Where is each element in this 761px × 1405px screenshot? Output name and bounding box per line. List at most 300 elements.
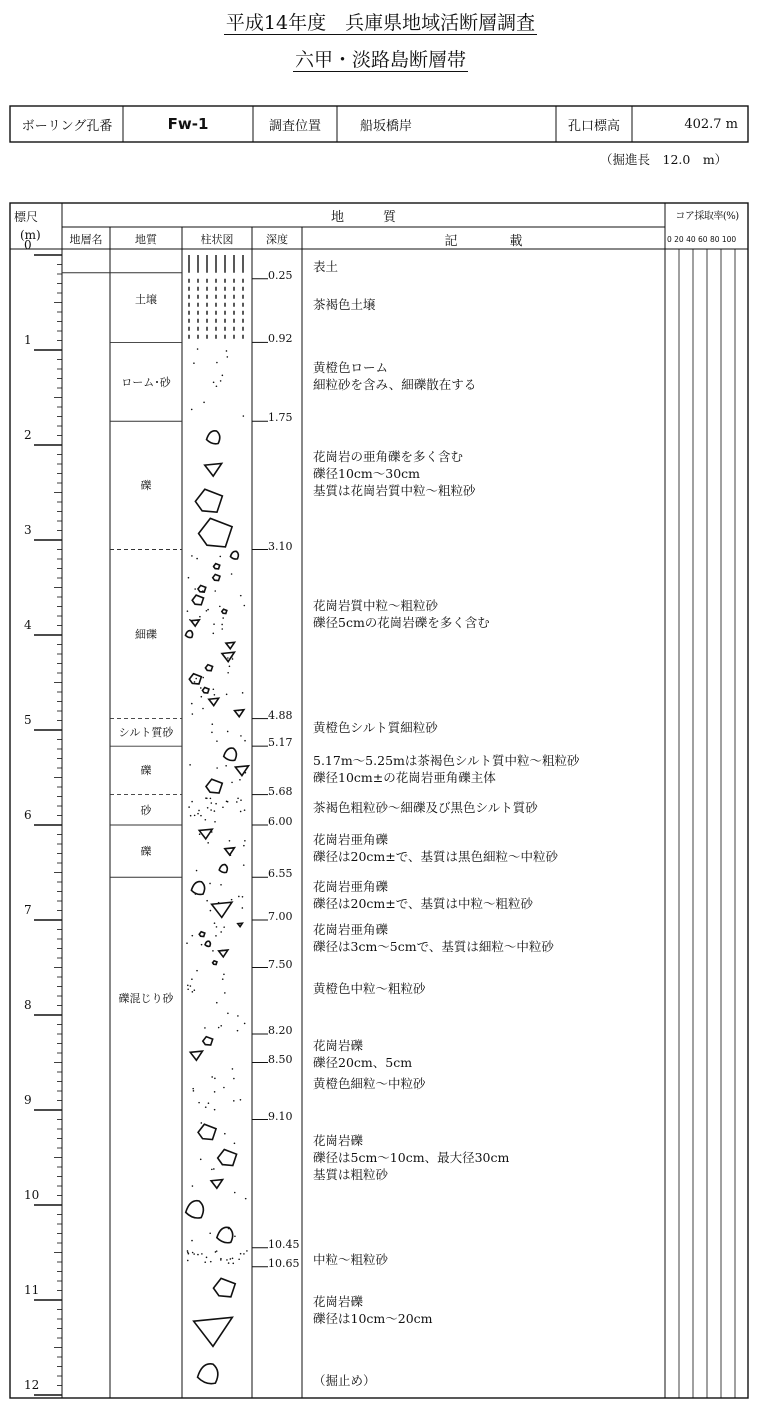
sand-dot bbox=[207, 807, 209, 809]
sand-dot bbox=[188, 806, 190, 808]
gravel-clast bbox=[235, 710, 244, 717]
depth-value: 8.20 bbox=[268, 1024, 293, 1037]
sand-dot bbox=[214, 694, 216, 696]
gravel-clast bbox=[186, 1201, 204, 1218]
sand-dot bbox=[230, 854, 232, 856]
sand-dot bbox=[191, 978, 193, 980]
sand-dot bbox=[232, 658, 234, 660]
description-entry bbox=[313, 258, 338, 275]
sand-dot bbox=[228, 1262, 230, 1264]
sand-dot bbox=[193, 1090, 195, 1092]
sand-dot bbox=[243, 845, 245, 847]
sand-dot bbox=[203, 402, 205, 404]
gravel-clast bbox=[212, 902, 232, 917]
gravel-clast bbox=[198, 1364, 218, 1384]
sand-dot bbox=[190, 985, 192, 987]
depth-value: 5.68 bbox=[268, 784, 293, 798]
sand-dot bbox=[206, 1257, 208, 1259]
gravel-clast bbox=[230, 551, 238, 559]
description-line: 礫径5cmの花崗岩礫を多く含む bbox=[313, 614, 490, 630]
sand-dot bbox=[194, 815, 196, 817]
gravel-clast bbox=[206, 779, 222, 793]
sand-dot bbox=[206, 797, 208, 799]
sand-dot bbox=[224, 992, 226, 994]
sand-dot bbox=[222, 978, 224, 980]
sand-dot bbox=[188, 577, 190, 579]
sand-dot bbox=[244, 809, 246, 811]
gravel-clast bbox=[222, 609, 227, 613]
description-entry bbox=[313, 1132, 509, 1183]
sand-dot bbox=[240, 735, 242, 737]
sand-dot bbox=[214, 810, 216, 812]
gravel-clast bbox=[191, 882, 204, 895]
elevation-value: 402.7 m bbox=[684, 116, 738, 132]
sand-dot bbox=[223, 926, 225, 928]
sand-dot bbox=[205, 819, 207, 821]
lithology-label: 礫 bbox=[140, 479, 152, 493]
core-recovery-header: コア採取率(%) bbox=[675, 211, 739, 222]
description-line: 礫径は3cm～5cmで、基質は細粒～中粒砂 bbox=[313, 938, 554, 954]
depth-value: 6.55 bbox=[268, 867, 293, 881]
sand-dot bbox=[215, 803, 217, 805]
sand-dot bbox=[187, 1252, 189, 1254]
sand-dot bbox=[238, 1258, 240, 1260]
depth-value: 5.17 bbox=[268, 736, 293, 750]
gravel-clast bbox=[219, 950, 228, 957]
lithology-label: 砂 bbox=[140, 803, 152, 817]
gravel-clast bbox=[213, 1278, 235, 1297]
column-header: 柱状図 bbox=[200, 233, 234, 246]
depth-value: 0.25 bbox=[268, 268, 293, 282]
sand-dot bbox=[219, 556, 221, 558]
depth-value: 3.10 bbox=[268, 539, 293, 553]
sand-dot bbox=[240, 1099, 242, 1101]
sand-dot bbox=[193, 362, 195, 364]
description-entry bbox=[313, 921, 554, 955]
sand-dot bbox=[216, 1002, 218, 1004]
lithology-label: シルト質砂 bbox=[118, 726, 174, 740]
sand-dot bbox=[243, 1253, 245, 1255]
sand-dot bbox=[245, 772, 247, 774]
depth-value: 7.50 bbox=[268, 957, 293, 971]
sand-dot bbox=[191, 555, 193, 557]
sand-dot bbox=[206, 900, 208, 902]
gravel-clast bbox=[185, 631, 192, 638]
sand-dot bbox=[245, 1198, 247, 1200]
sand-dot bbox=[221, 950, 223, 952]
description-header: 記 載 bbox=[444, 234, 523, 249]
description-entry bbox=[313, 1075, 426, 1092]
sand-dot bbox=[190, 815, 192, 817]
sand-dot bbox=[201, 696, 203, 698]
gravel-clast bbox=[238, 923, 243, 926]
sand-dot bbox=[192, 1088, 194, 1090]
gravel-clast bbox=[211, 1180, 223, 1189]
sand-dot bbox=[240, 799, 242, 801]
sand-dot bbox=[215, 935, 217, 937]
sand-dot bbox=[209, 1232, 211, 1234]
sand-dot bbox=[192, 991, 194, 993]
sand-dot bbox=[210, 809, 212, 811]
scale-label: 8 bbox=[24, 998, 32, 1012]
sand-dot bbox=[213, 381, 215, 383]
location-label: 調査位置 bbox=[268, 118, 321, 134]
lithology-label: 礫 bbox=[140, 845, 152, 859]
sand-dot bbox=[227, 657, 229, 659]
sand-dot bbox=[218, 1027, 220, 1029]
lithology-label: ローム･砂 bbox=[121, 375, 171, 389]
description-entry bbox=[313, 980, 426, 997]
gravel-clast bbox=[189, 674, 201, 684]
sand-dot bbox=[246, 1250, 248, 1252]
description-line: 茶褐色土壌 bbox=[313, 296, 376, 312]
sand-dot bbox=[210, 910, 212, 912]
description-line: （掘止め） bbox=[313, 1373, 376, 1389]
boring-label: ボーリング孔番 bbox=[21, 118, 113, 134]
description-line: 花崗岩亜角礫 bbox=[313, 921, 389, 937]
sand-dot bbox=[201, 1253, 203, 1255]
sand-dot bbox=[214, 1109, 216, 1111]
sand-dot bbox=[226, 350, 228, 352]
drilling-length: （掘進長 12.0 m） bbox=[600, 152, 728, 167]
sand-dot bbox=[230, 1258, 232, 1260]
description-entry bbox=[313, 878, 533, 912]
gravel-clast bbox=[213, 961, 217, 965]
sand-dot bbox=[220, 931, 222, 933]
sand-dot bbox=[232, 1068, 234, 1070]
sand-dot bbox=[231, 573, 233, 575]
scale-label: 10 bbox=[24, 1188, 40, 1202]
sand-dot bbox=[220, 1025, 222, 1027]
gravel-clast bbox=[225, 848, 235, 855]
description-line: 礫径は20cm±で、基質は中粒～粗粒砂 bbox=[313, 896, 533, 912]
sand-dot bbox=[191, 1240, 193, 1242]
sand-dot bbox=[211, 1169, 213, 1171]
scale-label: 4 bbox=[24, 618, 32, 632]
description-entry bbox=[313, 1372, 376, 1389]
sand-dot bbox=[219, 606, 221, 608]
gravel-clast bbox=[235, 766, 248, 776]
sand-dot bbox=[212, 633, 214, 635]
sand-dot bbox=[222, 375, 224, 377]
sand-dot bbox=[209, 883, 211, 885]
gravel-clast bbox=[199, 518, 233, 546]
sand-dot bbox=[213, 688, 215, 690]
lithology-label: 礫 bbox=[140, 764, 152, 778]
sand-dot bbox=[211, 1076, 213, 1078]
gravel-clast bbox=[207, 431, 220, 444]
sand-dot bbox=[242, 896, 244, 898]
gravel-clast bbox=[226, 642, 235, 648]
sand-dot bbox=[223, 864, 225, 866]
sand-dot bbox=[214, 590, 216, 592]
sand-dot bbox=[200, 815, 202, 817]
sand-dot bbox=[214, 1091, 216, 1093]
sand-dot bbox=[232, 1263, 234, 1265]
sand-dot bbox=[202, 708, 204, 710]
sand-dot bbox=[211, 831, 213, 833]
description-line: 細粒砂を含み、細礫散在する bbox=[313, 377, 477, 393]
lithology-header: 地質 bbox=[135, 233, 157, 246]
gravel-clast bbox=[205, 941, 210, 946]
gravel-clast bbox=[195, 489, 222, 512]
depth-header: 深度 bbox=[266, 233, 288, 246]
sand-dot bbox=[244, 740, 246, 742]
description-entry bbox=[313, 597, 490, 631]
sand-dot bbox=[221, 624, 223, 626]
sand-dot bbox=[198, 1102, 200, 1104]
description-line: 礫径は20cm±で、基質は黒色細粒～中粒砂 bbox=[313, 848, 558, 864]
gravel-clast bbox=[191, 620, 199, 626]
description-line: 礫径10cm～30cm bbox=[313, 465, 421, 481]
sand-dot bbox=[212, 950, 214, 952]
sand-dot bbox=[196, 870, 198, 872]
sand-dot bbox=[192, 1185, 194, 1187]
sand-dot bbox=[197, 348, 199, 350]
sand-dot bbox=[242, 907, 244, 909]
sand-dot bbox=[231, 782, 233, 784]
sand-dot bbox=[194, 681, 196, 683]
description-entry bbox=[313, 752, 580, 786]
description-line: 花崗岩礫 bbox=[313, 1132, 364, 1148]
sand-dot bbox=[208, 1102, 210, 1104]
description-line: 黄橙色ローム bbox=[313, 360, 389, 376]
sand-dot bbox=[200, 687, 202, 689]
location-value: 船坂橋岸 bbox=[360, 118, 413, 134]
description-line: 花崗岩亜角礫 bbox=[313, 879, 389, 895]
gravel-clast bbox=[198, 585, 206, 592]
sand-dot bbox=[195, 893, 197, 895]
sand-dot bbox=[236, 801, 238, 803]
sand-dot bbox=[227, 801, 229, 803]
sand-dot bbox=[189, 764, 191, 766]
sand-dot bbox=[211, 723, 213, 725]
sand-dot bbox=[218, 902, 220, 904]
sand-dot bbox=[194, 588, 196, 590]
description-entry bbox=[313, 1251, 388, 1268]
gravel-clast bbox=[199, 829, 212, 839]
gravel-clast bbox=[209, 698, 219, 705]
sand-dot bbox=[186, 942, 188, 944]
gravel-clast bbox=[192, 595, 203, 605]
sand-dot bbox=[234, 1235, 236, 1237]
sand-dot bbox=[223, 1087, 225, 1089]
sand-dot bbox=[201, 944, 203, 946]
sand-dot bbox=[197, 1254, 199, 1256]
gravel-clast bbox=[214, 564, 220, 569]
depth-value: 4.88 bbox=[268, 708, 293, 722]
sand-dot bbox=[207, 609, 209, 611]
core-ticks: 0 20 40 60 80 100 bbox=[667, 235, 737, 244]
description-line: 花崗岩質中粒～粗粒砂 bbox=[313, 597, 439, 613]
sand-dot bbox=[187, 610, 189, 612]
sand-dot bbox=[240, 811, 242, 813]
sand-dot bbox=[216, 767, 218, 769]
description-line: 黄橙色中粒～粗粒砂 bbox=[313, 980, 426, 996]
sand-dot bbox=[191, 935, 193, 937]
sand-dot bbox=[195, 678, 197, 680]
sand-dot bbox=[194, 989, 196, 991]
sand-dot bbox=[191, 801, 193, 803]
sand-dot bbox=[226, 1259, 228, 1261]
sand-dot bbox=[187, 1250, 189, 1252]
scale-unit: (m) bbox=[20, 228, 41, 242]
sand-dot bbox=[240, 1253, 242, 1255]
sand-dot bbox=[231, 899, 233, 901]
scale-label: 12 bbox=[24, 1378, 40, 1392]
description-line: 表土 bbox=[313, 258, 339, 274]
sand-dot bbox=[187, 988, 189, 990]
sand-dot bbox=[222, 617, 224, 619]
formation-header: 地層名 bbox=[69, 233, 103, 246]
description-line: 礫径10cm±の花崗岩亜角礫主体 bbox=[313, 769, 496, 785]
sand-dot bbox=[216, 740, 218, 742]
sand-dot bbox=[192, 1252, 194, 1254]
sand-dot bbox=[192, 713, 194, 715]
sand-dot bbox=[204, 1261, 206, 1263]
sand-dot bbox=[224, 1133, 226, 1135]
sand-dot bbox=[200, 1159, 202, 1161]
scale-label: 7 bbox=[24, 903, 32, 917]
sand-dot bbox=[244, 605, 246, 607]
sand-dot bbox=[237, 798, 239, 800]
sand-dot bbox=[199, 833, 201, 835]
sand-dot bbox=[243, 415, 245, 417]
sand-dot bbox=[198, 810, 200, 812]
sand-dot bbox=[244, 1023, 246, 1025]
sand-dot bbox=[234, 1142, 236, 1144]
depth-value: 9.10 bbox=[268, 1109, 293, 1123]
sand-dot bbox=[227, 672, 229, 674]
description-entry bbox=[313, 799, 538, 816]
gravel-clast bbox=[205, 463, 222, 476]
gravel-clast bbox=[218, 1149, 237, 1165]
sand-dot bbox=[227, 356, 229, 358]
gravel-clast bbox=[224, 748, 237, 760]
depth-value: 8.50 bbox=[268, 1052, 293, 1066]
report-title: 平成14年度 兵庫県地域活断層調査 bbox=[225, 12, 536, 34]
elevation-label: 孔口標高 bbox=[567, 118, 620, 134]
sand-dot bbox=[213, 623, 215, 625]
sand-dot bbox=[222, 1164, 224, 1166]
sand-dot bbox=[204, 1027, 206, 1029]
description-line: 礫径は5cm～10cm、最大径30cm bbox=[313, 1149, 510, 1165]
sand-dot bbox=[226, 694, 228, 696]
lithology-label: 礫混じり砂 bbox=[118, 992, 174, 1006]
sand-dot bbox=[196, 970, 198, 972]
sand-dot bbox=[223, 974, 225, 976]
sand-dot bbox=[242, 692, 244, 694]
description-entry bbox=[313, 831, 558, 865]
sand-dot bbox=[207, 842, 209, 844]
description-line: 黄橙色細粒～中粒砂 bbox=[313, 1075, 426, 1091]
sand-dot bbox=[214, 1078, 216, 1080]
sand-dot bbox=[244, 840, 246, 842]
sand-dot bbox=[214, 922, 216, 924]
sand-dot bbox=[210, 798, 212, 800]
depth-value: 7.00 bbox=[268, 910, 293, 923]
gravel-clast bbox=[194, 1317, 233, 1346]
sand-dot bbox=[196, 558, 198, 560]
sand-dot bbox=[237, 1030, 239, 1032]
sand-dot bbox=[228, 1228, 230, 1230]
gravel-clast bbox=[213, 574, 220, 580]
description-entry bbox=[313, 1293, 433, 1327]
depth-value: 0.92 bbox=[268, 332, 293, 346]
description-entry bbox=[313, 719, 438, 736]
sand-dot bbox=[197, 813, 199, 815]
depth-value: 1.75 bbox=[268, 411, 293, 425]
sand-dot bbox=[239, 779, 241, 781]
sand-dot bbox=[214, 821, 216, 823]
description-line: 5.17m～5.25mは茶褐色シルト質中粒～粗粒砂 bbox=[313, 752, 580, 768]
sand-dot bbox=[191, 703, 193, 705]
geology-header: 地 質 bbox=[330, 210, 396, 225]
gravel-clast bbox=[219, 865, 227, 873]
sand-dot bbox=[210, 802, 212, 804]
sand-dot bbox=[238, 896, 240, 898]
sand-dot bbox=[227, 731, 229, 733]
sand-dot bbox=[210, 1261, 212, 1263]
sand-dot bbox=[225, 765, 227, 767]
sand-dot bbox=[211, 732, 213, 734]
description-line: 礫径は10cm～20cm bbox=[313, 1311, 433, 1327]
depth-value: 10.45 bbox=[268, 1237, 300, 1251]
description-line: 基質は花崗岩質中粒～粗粒砂 bbox=[313, 482, 476, 498]
sand-dot bbox=[233, 1078, 235, 1080]
sand-dot bbox=[222, 806, 224, 808]
description-line: 礫径20cm、5cm bbox=[313, 1054, 413, 1070]
sand-dot bbox=[221, 628, 223, 630]
description-line: 黄橙色シルト質細粒砂 bbox=[313, 719, 438, 735]
description-line: 花崗岩礫 bbox=[313, 1037, 364, 1053]
sand-dot bbox=[187, 985, 189, 987]
scale-label: 2 bbox=[24, 428, 32, 442]
sand-dot bbox=[229, 840, 231, 842]
description-line: 茶褐色粗粒砂～細礫及び黒色シルト質砂 bbox=[313, 800, 538, 816]
scale-label: 9 bbox=[24, 1093, 32, 1107]
sand-dot bbox=[220, 380, 222, 382]
scale-label: 3 bbox=[24, 523, 32, 537]
sand-dot bbox=[216, 385, 218, 387]
sand-dot bbox=[191, 409, 193, 411]
sand-dot bbox=[201, 1122, 203, 1124]
gravel-clast bbox=[198, 1124, 216, 1139]
gravel-clast bbox=[190, 1051, 202, 1060]
sand-dot bbox=[216, 362, 218, 364]
description-line: 花崗岩礫 bbox=[313, 1294, 364, 1310]
lithology-label: 土壌 bbox=[135, 292, 157, 306]
description-entry bbox=[313, 1037, 412, 1071]
sand-dot bbox=[202, 677, 204, 679]
description-entry bbox=[313, 296, 376, 313]
sand-dot bbox=[233, 1100, 235, 1102]
scale-label: 1 bbox=[24, 333, 32, 347]
sand-dot bbox=[232, 1258, 234, 1260]
scale-header: 標尺 bbox=[14, 210, 39, 224]
sand-dot bbox=[205, 1106, 207, 1108]
boring-number: Fw-1 bbox=[167, 115, 209, 133]
sand-dot bbox=[220, 1259, 222, 1261]
sand-dot bbox=[229, 665, 231, 667]
report-subtitle: 六甲・淡路島断層帯 bbox=[294, 49, 466, 71]
description-line: 花崗岩亜角礫 bbox=[313, 831, 389, 847]
scale-label: 11 bbox=[24, 1283, 40, 1297]
scale-label: 5 bbox=[24, 713, 32, 727]
sand-dot bbox=[227, 1012, 229, 1014]
sand-dot bbox=[243, 864, 245, 866]
gravel-clast bbox=[202, 687, 208, 693]
